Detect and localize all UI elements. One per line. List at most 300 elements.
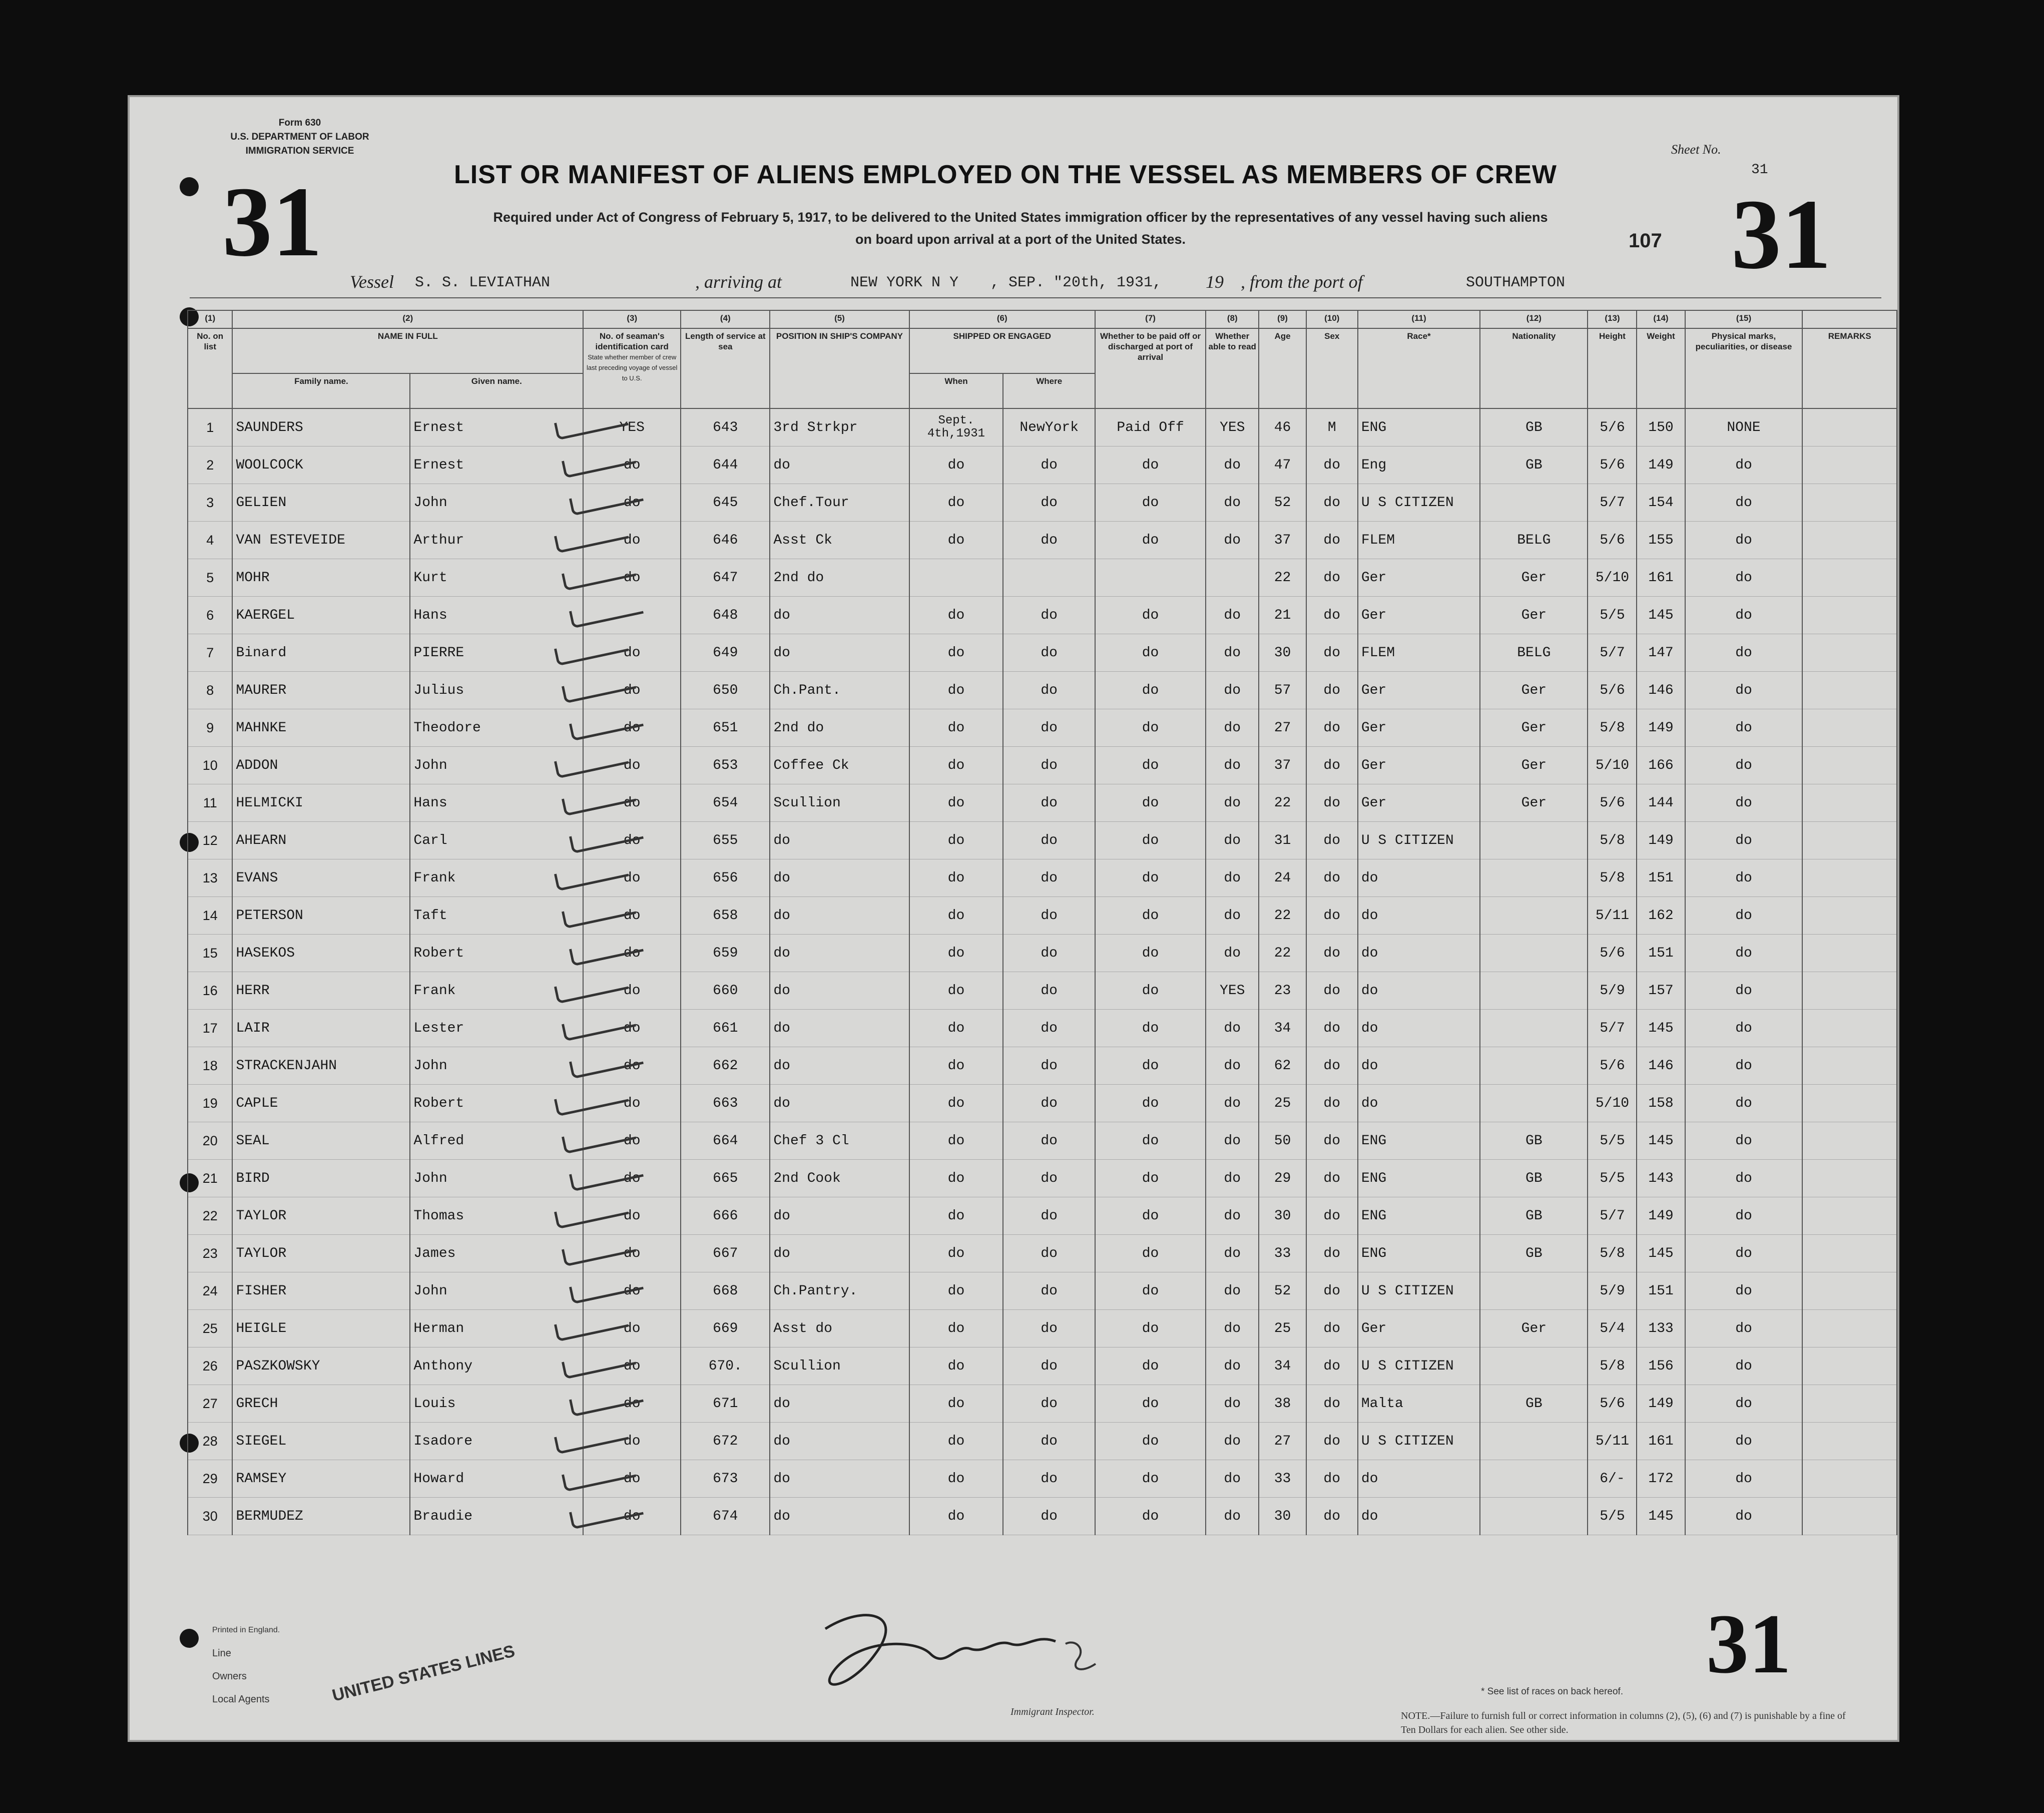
cell-paid: do (1095, 1010, 1206, 1047)
table-row (188, 935, 1897, 972)
cell-age: 22 (1259, 559, 1306, 597)
cell-sex: do (1306, 522, 1358, 559)
cell-marks: do (1685, 935, 1803, 972)
cell-weight: 149 (1637, 822, 1685, 859)
cell-family: SAUNDERS (232, 408, 410, 446)
cell-nat: Ger (1480, 1310, 1588, 1347)
cell-race: do (1358, 935, 1480, 972)
cell-where: NewYork (1003, 408, 1095, 446)
cell-family: MAHNKE (232, 709, 410, 747)
cell-given: Braudie (410, 1498, 583, 1535)
cell-age: 24 (1259, 859, 1306, 897)
cell-given: Isadore (410, 1423, 583, 1460)
subtitle-line-1: Required under Act of Congress of February 5, 1917, to be delivered to the United States immigration officer by the representatives of any vessel having such aliens (493, 210, 1548, 225)
cell-paid: do (1095, 1385, 1206, 1423)
cell-given: Frank (410, 859, 583, 897)
cell-when: do (909, 597, 1003, 634)
cell-weight: 145 (1637, 1498, 1685, 1535)
cell-length: 656 (681, 859, 770, 897)
cell-marks: do (1685, 1310, 1803, 1347)
cell-age: 46 (1259, 408, 1306, 446)
cell-card: do (583, 484, 681, 522)
cell-remarks (1802, 1423, 1897, 1460)
cell-nat (1480, 484, 1588, 522)
cell-sex: M (1306, 408, 1358, 446)
cell-family: RAMSEY (232, 1460, 410, 1498)
cell-remarks (1802, 747, 1897, 784)
cell-nat (1480, 1010, 1588, 1047)
cell-where: do (1003, 1197, 1095, 1235)
cell-paid: Paid Off (1095, 408, 1206, 446)
cell-length: 665 (681, 1160, 770, 1197)
cell-when: do (909, 784, 1003, 822)
cell-when: do (909, 1385, 1003, 1423)
col-where: Where (1003, 373, 1095, 408)
cell-where: do (1003, 522, 1095, 559)
cell-card: do (583, 522, 681, 559)
owners-label: Owners (212, 1671, 247, 1682)
col-paid: Whether to be paid off or discharged at port of arrival (1095, 328, 1206, 408)
cell-weight: 146 (1637, 672, 1685, 709)
cell-remarks (1802, 1385, 1897, 1423)
cell-when: do (909, 747, 1003, 784)
cell-card: do (583, 935, 681, 972)
col-name: NAME IN FULL (232, 328, 583, 373)
cell-sex: do (1306, 822, 1358, 859)
cell-length: 666 (681, 1197, 770, 1235)
line-stamp: UNITED STATES LINES (330, 1641, 517, 1705)
cell-remarks (1802, 1085, 1897, 1122)
form-number: Form 630 (278, 118, 321, 128)
cell-card: do (583, 822, 681, 859)
cell-sex: do (1306, 446, 1358, 484)
cell-paid: do (1095, 1047, 1206, 1085)
cell-position: do (770, 897, 909, 935)
cell-weight: 151 (1637, 859, 1685, 897)
cell-age: 23 (1259, 972, 1306, 1010)
cell-race: do (1358, 859, 1480, 897)
cell-length: 644 (681, 446, 770, 484)
cell-height: 5/8 (1588, 1347, 1637, 1385)
cell-position: 2nd Cook (770, 1160, 909, 1197)
cell-paid: do (1095, 822, 1206, 859)
cell-nat (1480, 935, 1588, 972)
table-row (188, 446, 1897, 484)
cell-position: do (770, 1047, 909, 1085)
cell-when: do (909, 822, 1003, 859)
races-note: * See list of races on back hereof. (1481, 1686, 1624, 1697)
cell-where: do (1003, 484, 1095, 522)
cell-when: do (909, 972, 1003, 1010)
cell-where: do (1003, 597, 1095, 634)
table-row (188, 1085, 1897, 1122)
cell-weight: 155 (1637, 522, 1685, 559)
cell-marks: do (1685, 1460, 1803, 1498)
cell-weight: 143 (1637, 1160, 1685, 1197)
cell-marks: do (1685, 672, 1803, 709)
cell-read: do (1206, 1047, 1259, 1085)
table-row (188, 709, 1897, 747)
cell-weight: 151 (1637, 935, 1685, 972)
cell-read: do (1206, 1347, 1259, 1385)
colnum-5: (5) (770, 310, 909, 328)
cell-when: do (909, 1160, 1003, 1197)
cell-position: Ch.Pant. (770, 672, 909, 709)
cell-length: 664 (681, 1122, 770, 1160)
cell-family: GRECH (232, 1385, 410, 1423)
cell-sex: do (1306, 1460, 1358, 1498)
cell-height: 5/6 (1588, 1385, 1637, 1423)
cell-position: Scullion (770, 1347, 909, 1385)
cell-family: LAIR (232, 1010, 410, 1047)
cell-age: 27 (1259, 709, 1306, 747)
cell-position: do (770, 634, 909, 672)
page-number-left: 31 (222, 167, 322, 277)
cell-position: 3rd Strkpr (770, 408, 909, 446)
cell-marks: do (1685, 897, 1803, 935)
cell-given: Kurt (410, 559, 583, 597)
cell-remarks (1802, 672, 1897, 709)
cell-position: do (770, 597, 909, 634)
cell-family: MAURER (232, 672, 410, 709)
cell-family: HERR (232, 972, 410, 1010)
cell-family: KAERGEL (232, 597, 410, 634)
cell-length: 646 (681, 522, 770, 559)
cell-position: do (770, 822, 909, 859)
cell-remarks (1802, 1310, 1897, 1347)
cell-sex: do (1306, 1498, 1358, 1535)
cell-age: 57 (1259, 672, 1306, 709)
cell-remarks (1802, 709, 1897, 747)
cell-height: 5/10 (1588, 747, 1637, 784)
cell-nat: Ger (1480, 672, 1588, 709)
cell-read: do (1206, 784, 1259, 822)
cell-when: do (909, 1498, 1003, 1535)
cell-marks: do (1685, 747, 1803, 784)
cell-paid: do (1095, 1310, 1206, 1347)
cell-weight: 151 (1637, 1272, 1685, 1310)
cell-where: do (1003, 1122, 1095, 1160)
col-weight: Weight (1637, 328, 1685, 408)
cell-nat (1480, 1498, 1588, 1535)
cell-when: do (909, 935, 1003, 972)
cell-age: 25 (1259, 1310, 1306, 1347)
cell-no: 27 (188, 1385, 232, 1423)
cell-weight: 166 (1637, 747, 1685, 784)
punch-hole (180, 177, 199, 196)
cell-age: 34 (1259, 1010, 1306, 1047)
cell-sex: do (1306, 709, 1358, 747)
from-port: SOUTHAMPTON (1466, 274, 1566, 291)
cell-paid: do (1095, 709, 1206, 747)
cell-age: 22 (1259, 897, 1306, 935)
cell-length: 654 (681, 784, 770, 822)
cell-length: 655 (681, 822, 770, 859)
table-row (188, 1423, 1897, 1460)
cell-when: do (909, 709, 1003, 747)
inspector-signature (805, 1594, 1106, 1709)
cell-nat: BELG (1480, 634, 1588, 672)
cell-given: John (410, 484, 583, 522)
cell-sex: do (1306, 1235, 1358, 1272)
cell-nat: GB (1480, 1122, 1588, 1160)
punch-hole (180, 1629, 199, 1648)
cell-where: do (1003, 972, 1095, 1010)
cell-no: 1 (188, 408, 232, 446)
cell-where: do (1003, 747, 1095, 784)
cell-length: 648 (681, 597, 770, 634)
cell-read: do (1206, 1010, 1259, 1047)
cell-length: 669 (681, 1310, 770, 1347)
cell-race: Ger (1358, 784, 1480, 822)
arriving-label: , arriving at (695, 272, 782, 292)
cell-read: do (1206, 1385, 1259, 1423)
cell-given: Taft (410, 897, 583, 935)
cell-given: Hans (410, 784, 583, 822)
cell-height: 5/6 (1588, 522, 1637, 559)
cell-card: do (583, 709, 681, 747)
cell-nat: Ger (1480, 559, 1588, 597)
cell-sex: do (1306, 1385, 1358, 1423)
cell-remarks (1802, 634, 1897, 672)
table-row (188, 1197, 1897, 1235)
cell-remarks (1802, 784, 1897, 822)
cell-remarks (1802, 897, 1897, 935)
cell-where: do (1003, 634, 1095, 672)
cell-race: FLEM (1358, 522, 1480, 559)
cell-marks: do (1685, 446, 1803, 484)
cell-weight: 133 (1637, 1310, 1685, 1347)
cell-card: do (583, 1460, 681, 1498)
page-subtitle (370, 206, 1671, 250)
department: U.S. DEPARTMENT OF LABOR (230, 132, 369, 142)
subtitle-line-2: on board upon arrival at a port of the United States. (855, 232, 1186, 247)
col-idcard-label: No. of seaman's identification card (595, 331, 669, 351)
cell-card: do (583, 446, 681, 484)
cell-family: ADDON (232, 747, 410, 784)
cell-length: 663 (681, 1085, 770, 1122)
cell-where: do (1003, 784, 1095, 822)
cell-height: 5/5 (1588, 1160, 1637, 1197)
cell-sex: do (1306, 897, 1358, 935)
cell-race: do (1358, 1047, 1480, 1085)
cell-height: 5/10 (1588, 1085, 1637, 1122)
cell-read: do (1206, 446, 1259, 484)
cell-weight: 154 (1637, 484, 1685, 522)
cell-when: do (909, 1047, 1003, 1085)
cell-paid: do (1095, 446, 1206, 484)
cell-height: 6/- (1588, 1460, 1637, 1498)
cell-read: do (1206, 1235, 1259, 1272)
cell-paid: do (1095, 1235, 1206, 1272)
cell-marks: NONE (1685, 408, 1803, 446)
cell-weight: 158 (1637, 1085, 1685, 1122)
cell-family: PETERSON (232, 897, 410, 935)
stamp-number: 107 (1629, 230, 1662, 252)
cell-race: ENG (1358, 1160, 1480, 1197)
cell-paid: do (1095, 484, 1206, 522)
cell-when: do (909, 446, 1003, 484)
cell-height: 5/7 (1588, 1197, 1637, 1235)
sheet-label: Sheet No. (1671, 142, 1721, 157)
cell-length: 649 (681, 634, 770, 672)
cell-age: 31 (1259, 822, 1306, 859)
cell-family: BERMUDEZ (232, 1498, 410, 1535)
cell-given: Robert (410, 935, 583, 972)
cell-given: John (410, 1047, 583, 1085)
sheet-number: 31 (1751, 162, 1768, 178)
cell-paid: do (1095, 1460, 1206, 1498)
cell-marks: do (1685, 522, 1803, 559)
cell-paid: do (1095, 859, 1206, 897)
cell-remarks (1802, 484, 1897, 522)
cell-family: PASZKOWSKY (232, 1347, 410, 1385)
cell-where: do (1003, 1385, 1095, 1423)
cell-given: Herman (410, 1310, 583, 1347)
cell-weight: 145 (1637, 1010, 1685, 1047)
colnum-8: (8) (1206, 310, 1259, 328)
cell-race: Malta (1358, 1385, 1480, 1423)
cell-position: Ch.Pantry. (770, 1272, 909, 1310)
cell-family: STRACKENJAHN (232, 1047, 410, 1085)
cell-read: do (1206, 522, 1259, 559)
cell-position: Asst Ck (770, 522, 909, 559)
cell-no: 10 (188, 747, 232, 784)
table-row (188, 522, 1897, 559)
cell-card: do (583, 972, 681, 1010)
cell-height: 5/8 (1588, 822, 1637, 859)
cell-sex: do (1306, 1085, 1358, 1122)
cell-position: do (770, 1235, 909, 1272)
cell-read: do (1206, 484, 1259, 522)
cell-paid: do (1095, 935, 1206, 972)
cell-remarks (1802, 1235, 1897, 1272)
service: IMMIGRATION SERVICE (245, 146, 354, 156)
cell-nat: Ger (1480, 709, 1588, 747)
table-row (188, 1160, 1897, 1197)
cell-card: do (583, 1085, 681, 1122)
cell-age: 30 (1259, 634, 1306, 672)
cell-no: 12 (188, 822, 232, 859)
cell-weight: 149 (1637, 1197, 1685, 1235)
cell-family: WOOLCOCK (232, 446, 410, 484)
cell-length: 672 (681, 1423, 770, 1460)
cell-weight: 149 (1637, 1385, 1685, 1423)
cell-card: do (583, 1498, 681, 1535)
cell-height: 5/6 (1588, 672, 1637, 709)
cell-position: do (770, 972, 909, 1010)
cell-height: 5/8 (1588, 1235, 1637, 1272)
cell-where: do (1003, 1423, 1095, 1460)
cell-no: 30 (188, 1498, 232, 1535)
cell-race: U S CITIZEN (1358, 1423, 1480, 1460)
cell-nat: BELG (1480, 522, 1588, 559)
cell-family: VAN ESTEVEIDE (232, 522, 410, 559)
cell-length: 651 (681, 709, 770, 747)
cell-age: 22 (1259, 784, 1306, 822)
cell-no: 13 (188, 859, 232, 897)
form-header (205, 116, 395, 158)
cell-length: 673 (681, 1460, 770, 1498)
cell-weight: 145 (1637, 1122, 1685, 1160)
cell-weight: 157 (1637, 972, 1685, 1010)
cell-position: do (770, 1498, 909, 1535)
cell-sex: do (1306, 935, 1358, 972)
cell-card: do (583, 1310, 681, 1347)
cell-when: do (909, 522, 1003, 559)
table-row (188, 597, 1897, 634)
cell-read: do (1206, 1272, 1259, 1310)
cell-nat: GB (1480, 1197, 1588, 1235)
cell-position: do (770, 935, 909, 972)
cell-sex: do (1306, 1197, 1358, 1235)
cell-family: AHEARN (232, 822, 410, 859)
cell-remarks (1802, 1197, 1897, 1235)
cell-family: TAYLOR (232, 1197, 410, 1235)
cell-height: 5/6 (1588, 446, 1637, 484)
cell-no: 29 (188, 1460, 232, 1498)
cell-paid: do (1095, 747, 1206, 784)
cell-given: John (410, 1272, 583, 1310)
cell-when: do (909, 1460, 1003, 1498)
cell-height: 5/6 (1588, 1047, 1637, 1085)
cell-race: ENG (1358, 408, 1480, 446)
cell-where: do (1003, 1160, 1095, 1197)
cell-given: Thomas (410, 1197, 583, 1235)
cell-card: do (583, 897, 681, 935)
cell-race: Ger (1358, 709, 1480, 747)
page-title: LIST OR MANIFEST OF ALIENS EMPLOYED ON THE VESSEL AS MEMBERS OF CREW (454, 160, 1557, 189)
colnum-10: (10) (1306, 310, 1358, 328)
cell-length: 661 (681, 1010, 770, 1047)
cell-paid: do (1095, 634, 1206, 672)
cell-position: do (770, 1085, 909, 1122)
cell-marks: do (1685, 709, 1803, 747)
cell-where: do (1003, 1010, 1095, 1047)
cell-paid: do (1095, 1498, 1206, 1535)
cell-age: 52 (1259, 484, 1306, 522)
cell-where: do (1003, 1047, 1095, 1085)
crew-table (187, 310, 1897, 1535)
agents-label: Local Agents (212, 1694, 270, 1705)
col-age: Age (1259, 328, 1306, 408)
cell-sex: do (1306, 1047, 1358, 1085)
printed-note: Printed in England. (212, 1626, 280, 1634)
cell-position: Scullion (770, 784, 909, 822)
colnum-12: (12) (1480, 310, 1588, 328)
col-height: Height (1588, 328, 1637, 408)
cell-read: do (1206, 935, 1259, 972)
cell-read: do (1206, 1085, 1259, 1122)
cell-card: do (583, 1122, 681, 1160)
cell-remarks (1802, 597, 1897, 634)
cell-given: Julius (410, 672, 583, 709)
cell-weight: 144 (1637, 784, 1685, 822)
cell-given: Ernest (410, 408, 583, 446)
cell-race: U S CITIZEN (1358, 1272, 1480, 1310)
line-label: Line (212, 1648, 231, 1659)
cell-position: do (770, 1423, 909, 1460)
cell-no: 16 (188, 972, 232, 1010)
cell-age: 21 (1259, 597, 1306, 634)
cell-where: do (1003, 1085, 1095, 1122)
cell-age: 37 (1259, 522, 1306, 559)
cell-read: do (1206, 672, 1259, 709)
table-row (188, 408, 1897, 446)
page-number-right: 31 (1731, 179, 1831, 290)
cell-height: 5/4 (1588, 1310, 1637, 1347)
cell-race: do (1358, 972, 1480, 1010)
